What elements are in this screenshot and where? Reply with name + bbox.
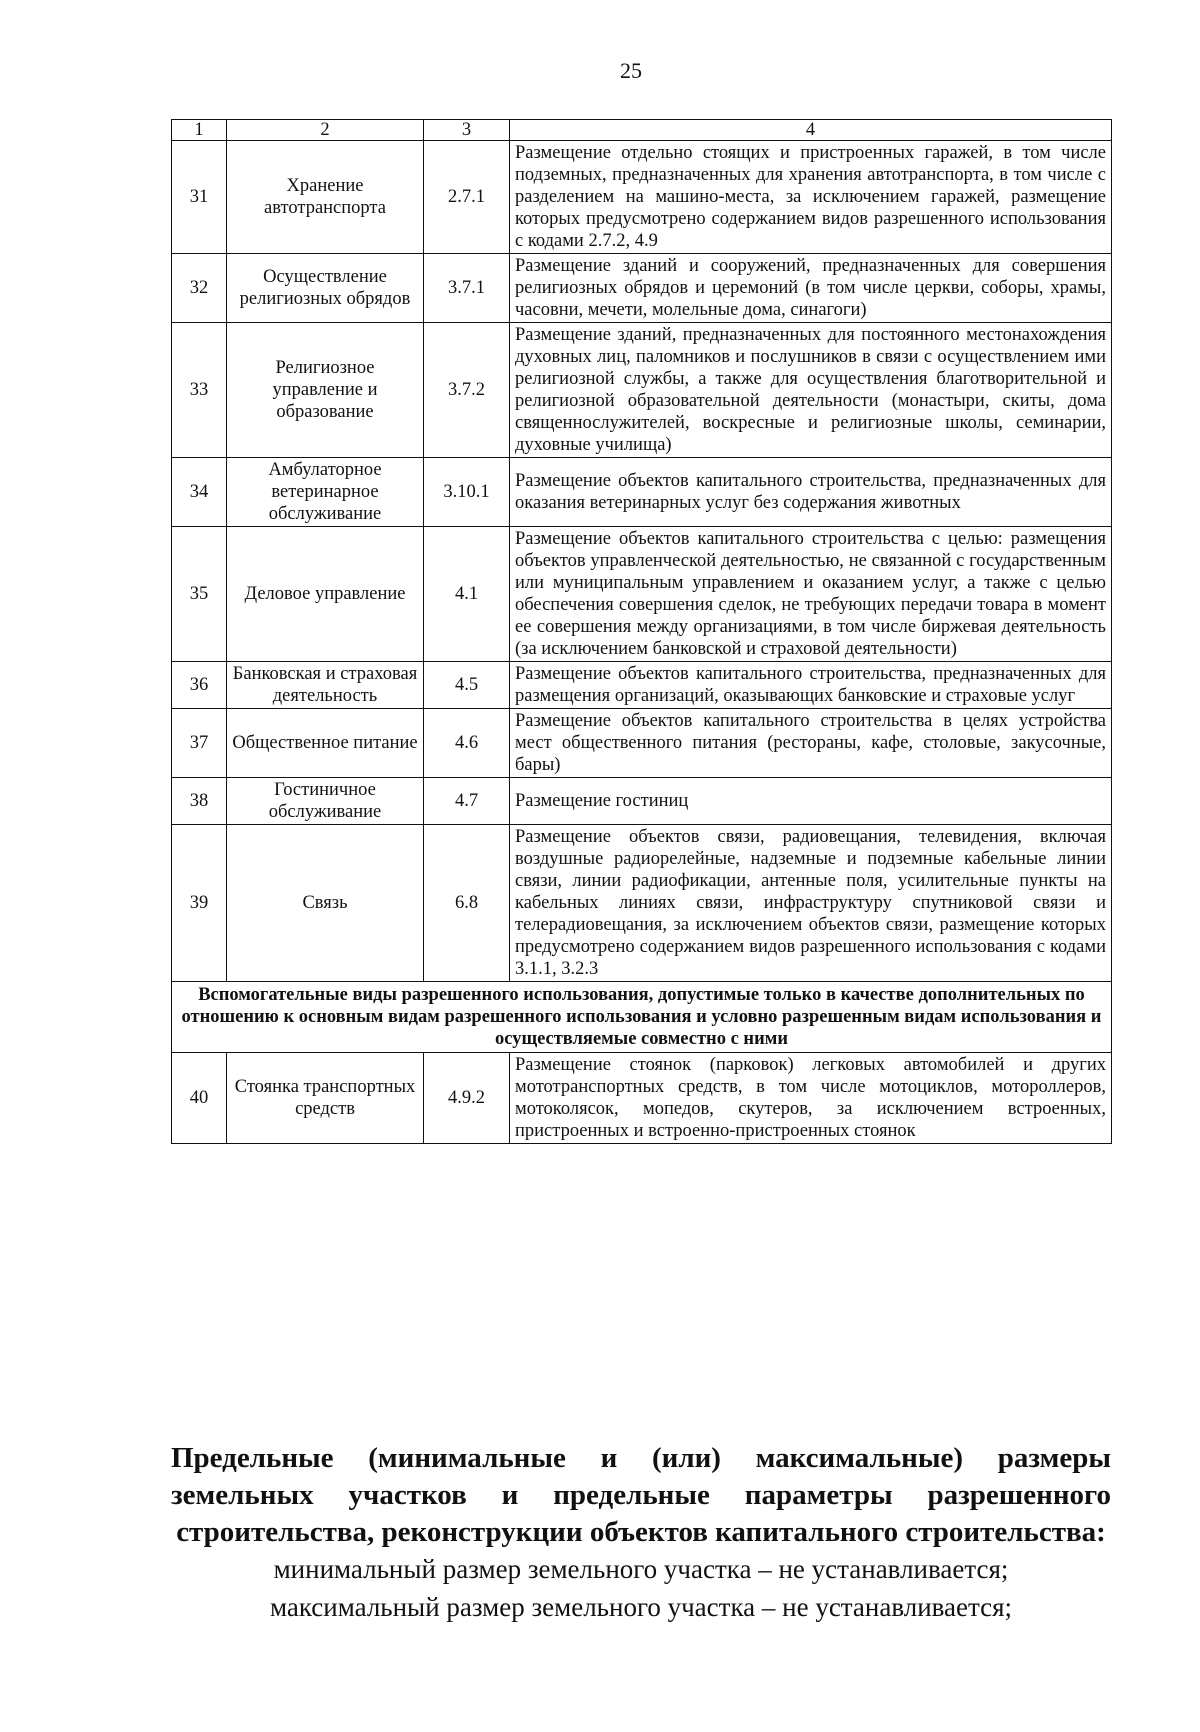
column-header: 2 bbox=[227, 120, 424, 141]
use-type-description: Размещение зданий и сооружений, предназначенных для совершения религиозных обрядов и церемоний (в том числе церкви, соборы, храмы, часовни, мечети, молельные дома, синагоги) bbox=[510, 254, 1112, 323]
use-type-name: Гостиничное обслуживание bbox=[227, 778, 424, 825]
table-subheader-row bbox=[172, 982, 1112, 1053]
section-heading-text: Предельные (минимальные и (или) максимальные) размеры земельных участков и предельные параметры разрешенного строительства, реконструкции объектов капитального строительства: bbox=[171, 1442, 1111, 1548]
column-header: 4 bbox=[510, 120, 1112, 141]
use-type-name: Религиозное управление и образование bbox=[227, 323, 424, 458]
table-row bbox=[172, 778, 1112, 825]
table-row bbox=[172, 527, 1112, 662]
row-number: 40 bbox=[172, 1053, 227, 1144]
use-type-description: Размещение объектов связи, радиовещания, телевидения, включая воздушные радиорелейные, надземные и подземные кабельные линии связи, линии радиофикации, антенные поля, усилительные пункты на кабельных линиях связи, инфраструктуру спутниковой связи и телерадиовещания, за исключением объектов связи, размещение которых предусмотрено содержанием видов разрешенного использования с кодами 3.1.1, 3.2.3 bbox=[510, 825, 1112, 982]
use-type-description: Размещение отдельно стоящих и пристроенных гаражей, в том числе подземных, предназначенных для хранения автотранспорта, в том числе с разделением на машино-места, за исключением гаражей, размещение которых предусмотрено содержанием видов разрешенного использования с кодами 2.7.2, 4.9 bbox=[510, 141, 1112, 254]
row-number: 33 bbox=[172, 323, 227, 458]
use-type-description: Размещение объектов капитального строительства, предназначенных для оказания ветеринарных услуг без содержания животных bbox=[510, 458, 1112, 527]
use-type-code: 4.9.2 bbox=[424, 1053, 510, 1144]
table-row bbox=[172, 1053, 1112, 1144]
table-row bbox=[172, 141, 1112, 254]
page-number: 25 bbox=[620, 58, 642, 83]
column-header: 3 bbox=[424, 120, 510, 141]
column-header: 1 bbox=[172, 120, 227, 141]
section-heading bbox=[171, 1440, 1111, 1551]
table-row bbox=[172, 323, 1112, 458]
use-type-description: Размещение гостиниц bbox=[510, 778, 1112, 825]
use-type-code: 6.8 bbox=[424, 825, 510, 982]
use-type-name: Общественное питание bbox=[227, 709, 424, 778]
row-number: 35 bbox=[172, 527, 227, 662]
use-type-description: Размещение объектов капитального строительства в целях устройства мест общественного питания (рестораны, кафе, столовые, закусочные, бары) bbox=[510, 709, 1112, 778]
auxiliary-uses-subheader: Вспомогательные виды разрешенного использования, допустимые только в качестве дополнительных по отношению к основным видам разрешенного использования и условно разрешенным видам использования и осуществляемые совместно с ними bbox=[172, 982, 1112, 1053]
table-header-row bbox=[172, 120, 1112, 141]
use-type-code: 4.1 bbox=[424, 527, 510, 662]
use-type-name: Деловое управление bbox=[227, 527, 424, 662]
table-row bbox=[172, 709, 1112, 778]
use-type-name: Амбулаторное ветеринарное обслуживание bbox=[227, 458, 424, 527]
row-number: 39 bbox=[172, 825, 227, 982]
row-number: 32 bbox=[172, 254, 227, 323]
use-type-code: 4.7 bbox=[424, 778, 510, 825]
land-use-table bbox=[171, 119, 1112, 1144]
use-type-name: Банковская и страховая деятельность bbox=[227, 662, 424, 709]
min-plot-size-param: минимальный размер земельного участка – не устанавливается; bbox=[273, 1554, 1009, 1584]
row-number: 36 bbox=[172, 662, 227, 709]
table-row bbox=[172, 825, 1112, 982]
use-type-code: 2.7.1 bbox=[424, 141, 510, 254]
use-type-description: Размещение объектов капитального строительства с целью: размещения объектов управленческой деятельностью, не связанной с государственным или муниципальным управлением и оказанием услуг, а также с целью обеспечения совершения сделок, не требующих передачи товара в момент ее совершения между организациями, в том числе биржевая деятельность (за исключением банковской и страховой деятельности) bbox=[510, 527, 1112, 662]
use-type-name: Стоянка транспортных средств bbox=[227, 1053, 424, 1144]
use-type-code: 3.7.1 bbox=[424, 254, 510, 323]
table-row bbox=[172, 662, 1112, 709]
use-type-code: 3.7.2 bbox=[424, 323, 510, 458]
use-type-name: Осуществление религиозных обрядов bbox=[227, 254, 424, 323]
use-type-description: Размещение зданий, предназначенных для постоянного местонахождения духовных лиц, паломников и послушников в связи с осуществлением ими религиозной службы, а также для осуществления благотворительной и религиозной образовательной деятельности (монастыри, скиты, дома священнослужителей, воскресные и религиозные школы, семинарии, духовные училища) bbox=[510, 323, 1112, 458]
use-type-code: 4.6 bbox=[424, 709, 510, 778]
row-number: 34 bbox=[172, 458, 227, 527]
row-number: 37 bbox=[172, 709, 227, 778]
table-row bbox=[172, 458, 1112, 527]
use-type-description: Размещение объектов капитального строительства, предназначенных для размещения организаций, оказывающих банковские и страховые услуг bbox=[510, 662, 1112, 709]
use-type-description: Размещение стоянок (парковок) легковых автомобилей и других мототранспортных средств, в том числе мотоциклов, мотороллеров, мотоколясок, мопедов, скутеров, за исключением встроенных, пристроенных и встроенно-пристроенных стоянок bbox=[510, 1053, 1112, 1144]
max-plot-size-param: максимальный размер земельного участка – не устанавливается; bbox=[269, 1592, 1013, 1622]
row-number: 38 bbox=[172, 778, 227, 825]
use-type-name: Связь bbox=[227, 825, 424, 982]
use-type-name: Хранение автотранспорта bbox=[227, 141, 424, 254]
use-type-code: 4.5 bbox=[424, 662, 510, 709]
table-row bbox=[172, 254, 1112, 323]
row-number: 31 bbox=[172, 141, 227, 254]
use-type-code: 3.10.1 bbox=[424, 458, 510, 527]
